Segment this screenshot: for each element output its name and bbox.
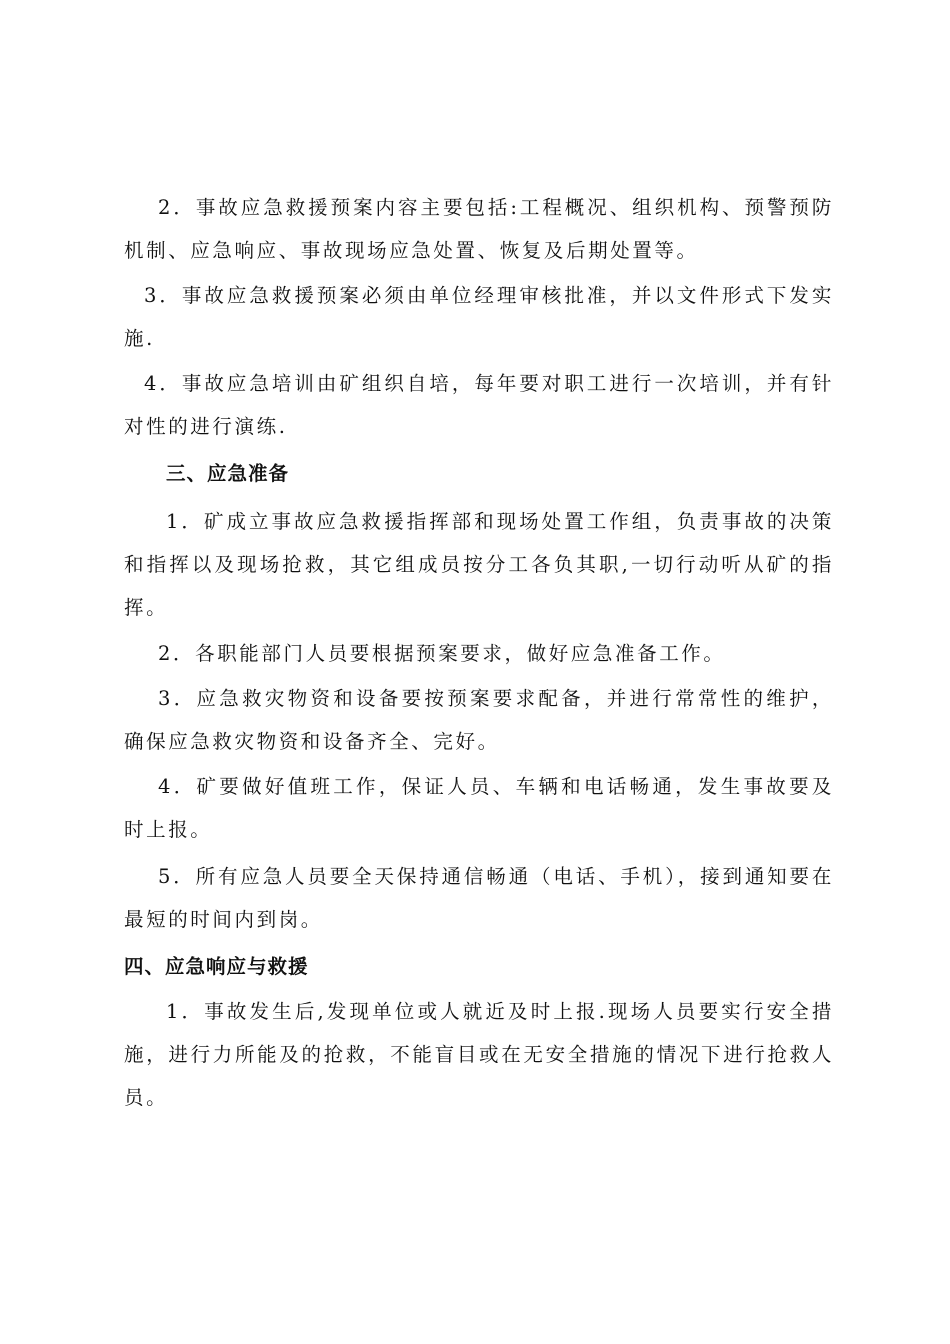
paragraph-plan-contents: 2．事故应急救援预案内容主要包括:工程概况、组织机构、预警预防机制、应急响应、事故现场应急处置、恢复及后期处置等。 <box>124 196 834 262</box>
paragraph-command-setup: 1．矿成立事故应急救援指挥部和现场处置工作组，负责事故的决策和指挥以及现场抢救，其它组成员按分工各负其职,一切行动听从矿的指挥。 <box>124 510 834 619</box>
section-heading-emergency-response: 四、应急响应与救援 <box>124 955 309 978</box>
paragraph-duty-reporting: 4．矿要做好值班工作，保证人员、车辆和电话畅通，发生事故要及时上报。 <box>124 775 834 841</box>
paragraph-accident-response: 1．事故发生后,发现单位或人就近及时上报.现场人员要实行安全措施，进行力所能及的抢救，不能盲目或在无安全措施的情况下进行抢救人员。 <box>124 1000 834 1109</box>
paragraph-supplies-equipment: 3．应急救灾物资和设备要按预案要求配备，并进行常常性的维护，确保应急救灾物资和设备齐全、完好。 <box>124 687 834 753</box>
paragraph-training: 4．事故应急培训由矿组织自培，每年要对职工进行一次培训，并有针对性的进行演练. <box>124 372 834 438</box>
paragraph-plan-approval: 3．事故应急救援预案必须由单位经理审核批准，并以文件形式下发实施. <box>124 284 834 350</box>
paragraph-communication: 5．所有应急人员要全天保持通信畅通（电话、手机），接到通知要在最短的时间内到岗。 <box>124 865 834 931</box>
section-heading-emergency-preparation: 三、应急准备 <box>166 462 290 485</box>
paragraph-department-preparation: 2．各职能部门人员要根据预案要求，做好应急准备工作。 <box>158 642 726 665</box>
